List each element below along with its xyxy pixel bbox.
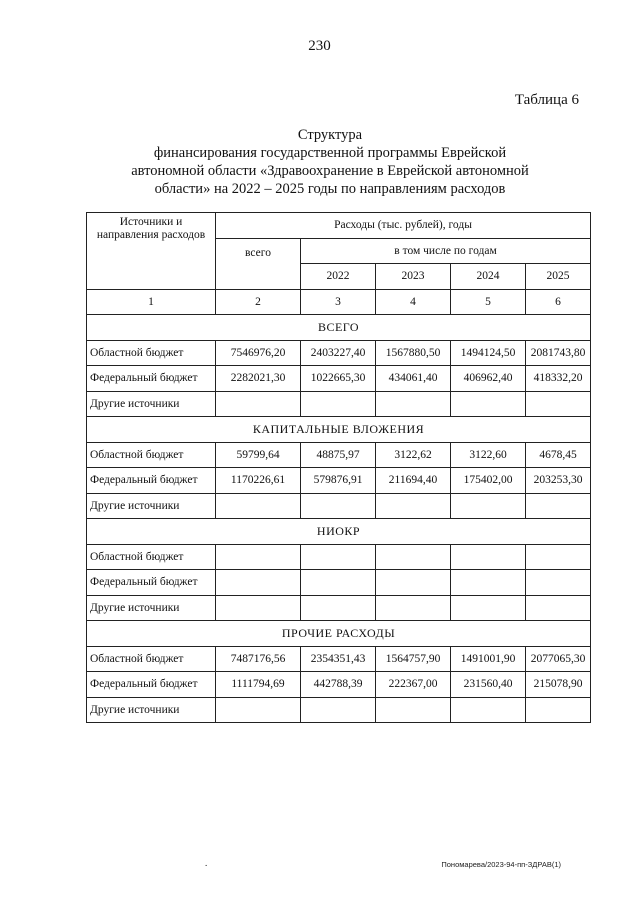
column-number: 1 xyxy=(87,289,216,315)
row-source: Федеральный бюджет xyxy=(87,672,216,698)
row-source: Другие источники xyxy=(87,697,216,723)
row-source: Федеральный бюджет xyxy=(87,366,216,392)
header-expenses: Расходы (тыс. рублей), годы xyxy=(216,213,591,239)
row-value: 7487176,56 xyxy=(216,646,301,672)
section-row xyxy=(87,315,591,341)
table-row xyxy=(87,570,591,596)
row-value xyxy=(451,493,526,519)
section-title: НИОКР xyxy=(87,519,591,545)
row-source: Другие источники xyxy=(87,595,216,621)
row-value xyxy=(526,697,591,723)
column-number: 5 xyxy=(451,289,526,315)
footer-reference: Пономарева/2023-94-пп-ЗДРАВ(1) xyxy=(441,860,561,869)
row-value xyxy=(526,493,591,519)
row-value xyxy=(451,391,526,417)
row-value xyxy=(376,697,451,723)
row-value: 3122,60 xyxy=(451,442,526,468)
row-value xyxy=(216,391,301,417)
row-value xyxy=(376,595,451,621)
table-row xyxy=(87,646,591,672)
footer-mark: . xyxy=(205,858,208,868)
table-body xyxy=(87,315,591,723)
table-label: Таблица 6 xyxy=(514,92,579,108)
row-value xyxy=(526,595,591,621)
table-title xyxy=(90,126,570,198)
row-value xyxy=(376,391,451,417)
row-value: 211694,40 xyxy=(376,468,451,494)
section-row xyxy=(87,417,591,443)
title-line: области» на 2022 – 2025 годы по направлениям расходов xyxy=(154,181,506,197)
row-value xyxy=(301,595,376,621)
header-sources: Источники и направления расходов xyxy=(87,213,216,290)
column-number: 3 xyxy=(301,289,376,315)
row-source: Федеральный бюджет xyxy=(87,468,216,494)
table-row xyxy=(87,468,591,494)
row-value xyxy=(526,391,591,417)
row-value xyxy=(526,570,591,596)
row-value: 2081743,80 xyxy=(526,340,591,366)
table-row xyxy=(87,391,591,417)
table-row xyxy=(87,366,591,392)
table-row xyxy=(87,493,591,519)
row-source: Областной бюджет xyxy=(87,340,216,366)
row-value: 434061,40 xyxy=(376,366,451,392)
row-source: Другие источники xyxy=(87,391,216,417)
row-value xyxy=(216,493,301,519)
row-value xyxy=(451,570,526,596)
title-line: финансирования государственной программы Еврейской xyxy=(153,145,507,161)
row-value: 175402,00 xyxy=(451,468,526,494)
row-value: 48875,97 xyxy=(301,442,376,468)
row-value: 406962,40 xyxy=(451,366,526,392)
row-value xyxy=(216,570,301,596)
row-source: Областной бюджет xyxy=(87,544,216,570)
table-row xyxy=(87,595,591,621)
row-value: 3122,62 xyxy=(376,442,451,468)
title-line: Структура xyxy=(297,127,363,143)
section-row xyxy=(87,519,591,545)
row-value: 579876,91 xyxy=(301,468,376,494)
row-value xyxy=(376,493,451,519)
header-year: 2023 xyxy=(376,264,451,290)
row-value: 1111794,69 xyxy=(216,672,301,698)
row-value xyxy=(216,595,301,621)
row-value xyxy=(301,544,376,570)
section-title: ВСЕГО xyxy=(87,315,591,341)
row-value: 222367,00 xyxy=(376,672,451,698)
row-source: Областной бюджет xyxy=(87,442,216,468)
column-number: 4 xyxy=(376,289,451,315)
row-value: 2403227,40 xyxy=(301,340,376,366)
row-value xyxy=(216,697,301,723)
row-value xyxy=(526,544,591,570)
row-value: 1022665,30 xyxy=(301,366,376,392)
table-row xyxy=(87,340,591,366)
row-source: Областной бюджет xyxy=(87,646,216,672)
row-value: 231560,40 xyxy=(451,672,526,698)
row-value: 215078,90 xyxy=(526,672,591,698)
row-value xyxy=(376,570,451,596)
row-value xyxy=(451,697,526,723)
section-title: КАПИТАЛЬНЫЕ ВЛОЖЕНИЯ xyxy=(87,417,591,443)
row-value xyxy=(451,544,526,570)
title-line: автономной области «Здравоохранение в Еврейской автономной xyxy=(131,163,529,179)
row-value: 1564757,90 xyxy=(376,646,451,672)
row-value: 1494124,50 xyxy=(451,340,526,366)
row-value xyxy=(301,570,376,596)
page-number: 230 xyxy=(308,38,331,54)
row-source: Федеральный бюджет xyxy=(87,570,216,596)
row-value: 203253,30 xyxy=(526,468,591,494)
row-value xyxy=(216,544,301,570)
table-row xyxy=(87,544,591,570)
row-value: 1170226,61 xyxy=(216,468,301,494)
row-source: Другие источники xyxy=(87,493,216,519)
row-value: 2077065,30 xyxy=(526,646,591,672)
row-value: 2282021,30 xyxy=(216,366,301,392)
section-row xyxy=(87,621,591,647)
row-value: 418332,20 xyxy=(526,366,591,392)
column-number: 2 xyxy=(216,289,301,315)
table-row xyxy=(87,442,591,468)
row-value: 4678,45 xyxy=(526,442,591,468)
table-row xyxy=(87,672,591,698)
financing-table xyxy=(86,212,591,723)
table-row xyxy=(87,697,591,723)
row-value: 2354351,43 xyxy=(301,646,376,672)
header-total: всего xyxy=(216,238,301,289)
row-value xyxy=(301,493,376,519)
row-value: 1567880,50 xyxy=(376,340,451,366)
header-by-year: в том числе по годам xyxy=(301,238,591,264)
header-year: 2024 xyxy=(451,264,526,290)
column-number: 6 xyxy=(526,289,591,315)
header-year: 2022 xyxy=(301,264,376,290)
row-value xyxy=(376,544,451,570)
row-value: 1491001,90 xyxy=(451,646,526,672)
row-value xyxy=(301,391,376,417)
row-value xyxy=(451,595,526,621)
row-value: 7546976,20 xyxy=(216,340,301,366)
row-value: 442788,39 xyxy=(301,672,376,698)
header-year: 2025 xyxy=(526,264,591,290)
section-title: ПРОЧИЕ РАСХОДЫ xyxy=(87,621,591,647)
row-value xyxy=(301,697,376,723)
row-value: 59799,64 xyxy=(216,442,301,468)
